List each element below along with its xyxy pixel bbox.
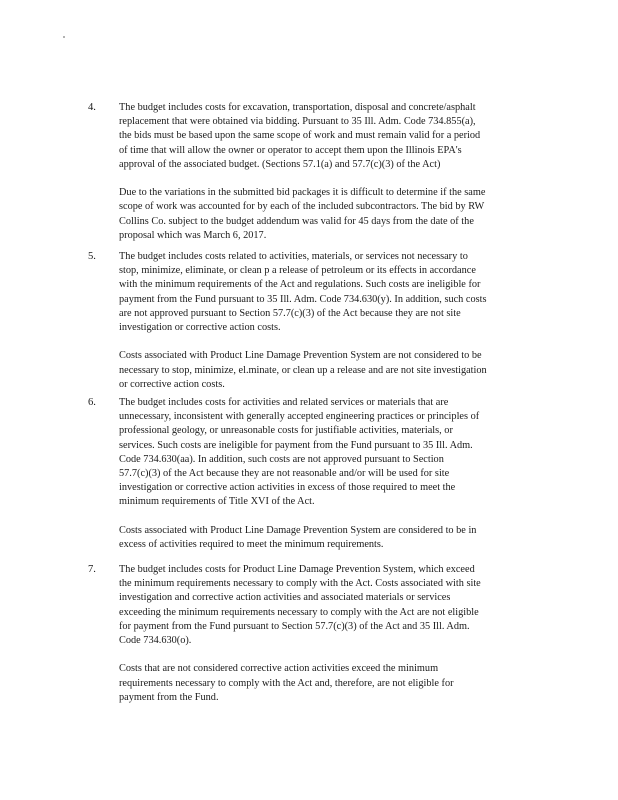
paragraph: The budget includes costs for activities and related services or materials that are unnecessary, inconsistent with generally accepted engineering practices or principles of professional geology, or unreasonable costs for justifiable activities, materials, or services. Such costs are ineligible for payment from the Fund pursuant to 35 Ill. Adm. Code 734.630(aa). In addition, such costs are not approved pursuant to Section 57.7(c)(3) of the Act because they are not reasonable and/or will be used for site investigation or corrective action activities in excess of those required to meet the minimum requirements of Title XVI of the Act. bbox=[119, 397, 480, 508]
list-item-4 bbox=[88, 101, 538, 243]
list-item-7 bbox=[88, 563, 538, 705]
paragraph: Costs associated with Product Line Damage Prevention System are considered to be in excess of activities required to meet the minimum requirements. bbox=[119, 524, 477, 551]
item-number: 7. bbox=[88, 564, 96, 575]
item-number: 4. bbox=[88, 102, 96, 113]
scan-speck bbox=[63, 36, 65, 38]
item-body bbox=[119, 396, 538, 552]
paragraph: The budget includes costs related to activities, materials, or services not necessary to stop, minimize, eliminate, or clean p a release of petroleum or its effects in accordance with the minimum requirements of the Act and regulations. Such costs are ineligible for payment from the Fund pursuant to 35 Ill. Adm. Code 734.630(y). In addition, such costs are not approved pursuant to Section 57.7(c)(3) of the Act because they are not site investigation or corrective action costs. bbox=[119, 251, 487, 334]
list-item-5 bbox=[88, 250, 538, 392]
paragraph: The budget includes costs for Product Line Damage Prevention System, which exceed the minimum requirements necessary to comply with the Act. Costs associated with site investigation and corrective action activities and associated materials or services exceeding the minimum requirements necessary to comply with the Act are not eligible for payment from the Fund pursuant to Section 57.7(c)(3) of the Act and 35 Ill. Adm. Code 734.630(o). bbox=[119, 564, 481, 647]
paragraph: Due to the variations in the submitted bid packages it is difficult to determine if the same scope of work was accounted for by each of the included subcontractors. The bid by RW Collins Co. subject to the budget addendum was valid for 45 days from the date of the proposal which was March 6, 2017. bbox=[119, 187, 486, 241]
paragraph: Costs that are not considered corrective action activities exceed the minimum requirements necessary to comply with the Act and, therefore, are not eligible for payment from the Fund. bbox=[119, 663, 454, 703]
item-body bbox=[119, 101, 538, 243]
item-number: 5. bbox=[88, 251, 96, 262]
item-body bbox=[119, 563, 538, 705]
list-item-6 bbox=[88, 396, 538, 552]
paragraph: Costs associated with Product Line Damage Prevention System are not considered to be necessary to stop, minimize, el.minate, or clean up a release and are not site investigation or corrective action costs. bbox=[119, 350, 487, 390]
paragraph: The budget includes costs for excavation, transportation, disposal and concrete/asphalt replacement that were obtained via bidding. Pursuant to 35 Ill. Adm. Code 734.855(a), the bids must be based upon the same scope of work and must remain valid for a period of time that will allow the owner or operator to accept them upon the Illinois EPA's approval of the associated budget. (Sections 57.1(a) and 57.7(c)(3) of the Act) bbox=[119, 102, 481, 170]
item-body bbox=[119, 250, 538, 392]
item-number: 6. bbox=[88, 397, 96, 408]
